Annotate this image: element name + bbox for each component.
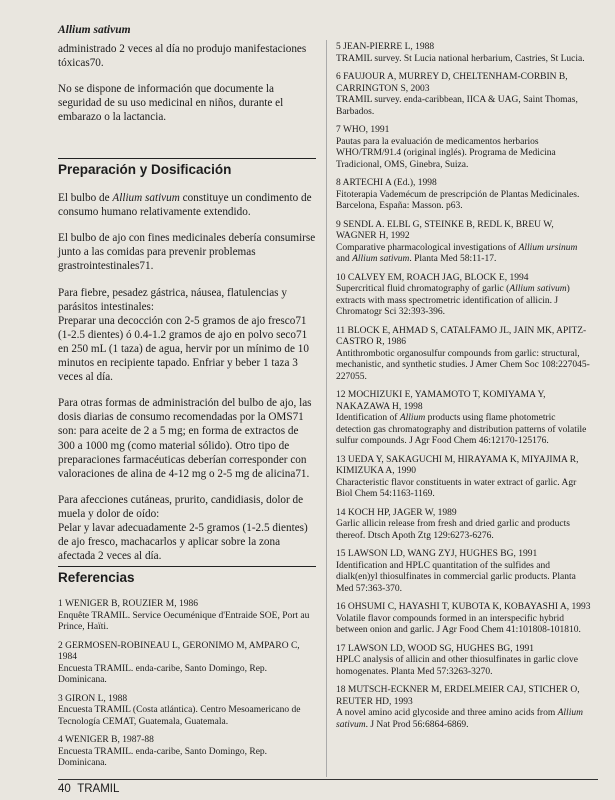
ref-species: Allium ursinum <box>518 242 578 253</box>
reference-item <box>58 599 316 634</box>
reference-item <box>336 644 591 679</box>
reference-body: Fitoterapia Vademécum de prescripción de Plantas Medicinales. Barcelona, España: Masson. p63. <box>336 189 580 211</box>
reference-item <box>336 602 591 637</box>
right-column <box>336 42 591 738</box>
reference-head: 11 BLOCK E, AHMAD S, CATALFAMO JL, JAIN MK, APITZ-CASTRO R, 1986 <box>336 325 587 347</box>
reference-head: 13 UEDA Y, SAKAGUCHI M, HIRAYAMA K, MIYAJIMA R, KIMIZUKA A, 1990 <box>336 454 579 476</box>
reference-head: 1 WENIGER B, ROUZIER M, 1986 <box>58 599 198 610</box>
reference-item <box>336 508 591 543</box>
dos-paragraph-1 <box>58 191 316 219</box>
section-dosificacion <box>58 158 316 575</box>
running-header: Allium sativum <box>58 24 131 36</box>
ref-text: ) extracts with mass spectrometric identification of allicin. J Chromatogr Sci 32:393-396. <box>336 284 570 317</box>
reference-item <box>58 641 316 687</box>
page-number-value: 40 <box>58 783 71 795</box>
intro-paragraph-2: No se dispone de información que documente la seguridad de su uso medicinal en niños, durante el embarazo o la lactancia. <box>58 83 284 124</box>
reference-body: Volatile flavor compounds formed in an interspecific hybrid between onion and garlic. J Agr Food Chem 41:101808-101810. <box>336 613 581 635</box>
ref-text: . J Nat Prod 56:6864-6869. <box>365 719 469 730</box>
reference-body <box>336 413 591 448</box>
ref-text: products using flame photometric detection gas chromatography and distribution patterns of volatile sulfur compounds. J Agr Food Chem 46:12170-125176. <box>336 413 587 446</box>
dos-paragraph-3-body: Preparar una decocción con 2-5 gramos de ajo fresco71 (1-2.5 dientes) ó 0.4-1.2 gramos de ajo en polvo seco71 en 250 mL (1 taza) de agua, hervir por un mínimo de 10 minutos en recipiente tapado. Enfriar y beber 1 taza 3 veces al día. <box>58 314 309 384</box>
reference-head: 16 OHSUMI C, HAYASHI T, KUBOTA K, KOBAYASHI A, 1993 <box>336 602 591 612</box>
reference-head: 6 FAUJOUR A, MURREY D, CHELTENHAM-CORBIN B, CARRINGTON S, 2003 <box>336 72 568 94</box>
reference-body: Characteristic flavor constituents in water extract of garlic. Agr Biol Chem 54:1163-1169. <box>336 477 577 499</box>
reference-head: 10 CALVEY EM, ROACH JAG, BLOCK E, 1994 <box>336 272 529 283</box>
reference-head: 3 GIRON L, 1988 <box>58 693 128 704</box>
dos-p1-a: El bulbo de <box>58 192 113 205</box>
reference-body: Antithrombotic organosulfur compounds from garlic: structural, mechanistic, and synthetic studies. J Amer Chem Soc 108:227045-227055. <box>336 348 590 382</box>
reference-head: 17 LAWSON LD, WOOD SG, HUGHES BG, 1991 <box>336 643 535 654</box>
reference-body <box>336 284 591 319</box>
ref-text: Identification of <box>336 413 400 423</box>
reference-body: Encuesta TRAMIL (Costa atlántica). Centro Mesoamericano de Tecnología CEMAT, Guatemala, Guatemala. <box>58 705 301 727</box>
section-referencias <box>58 566 316 777</box>
reference-item <box>336 42 591 65</box>
reference-head: 12 MOCHIZUKI E, YAMAMOTO T, KOMIYAMA Y, NAKAZAWA H, 1998 <box>336 390 546 412</box>
ref-text: Comparative pharmacological investigations of <box>336 242 519 253</box>
ref-species: Allium <box>399 413 426 423</box>
reference-body: Enquête TRAMIL. Service Oecuménique d'Entraide SOE, Port au Prince, Haïti. <box>58 610 310 633</box>
ref-text: . Planta Med 58:11-17. <box>409 254 497 264</box>
dos-p1-species: Allium sativum <box>112 192 180 205</box>
reference-item <box>58 694 316 729</box>
reference-item <box>336 220 591 266</box>
footer-label: TRAMIL <box>77 783 120 795</box>
reference-item <box>58 735 316 770</box>
reference-item <box>336 549 591 595</box>
reference-item <box>336 72 591 118</box>
reference-item <box>336 685 591 731</box>
ref-text: and <box>336 254 353 264</box>
reference-body: TRAMIL survey. St Lucia national herbarium, Castries, St Lucia. <box>336 53 585 64</box>
reference-head: 14 KOCH HP, JAGER W, 1989 <box>336 507 457 518</box>
dos-paragraph-3-title: Para fiebre, pesadez gástrica, náusea, flatulencias y parásitos intestinales: <box>58 286 287 313</box>
reference-body: Garlic allicin release from fresh and dried garlic and products thereof. Dtsch Apoth Ztg 129:6273-6276. <box>336 519 570 541</box>
reference-body: Identification and HPLC quantitation of the sulfides and dialk(en)yl thiosulfinates in commercial garlic products. Planta Med 57:363-370. <box>336 560 576 594</box>
footer-rule <box>58 779 598 780</box>
reference-body <box>336 243 591 266</box>
reference-item <box>336 455 591 501</box>
reference-head: 4 WENIGER B, 1987-88 <box>58 735 154 746</box>
reference-head: 8 ARTECHI A (Ed.), 1998 <box>336 178 437 188</box>
reference-body: Encuesta TRAMIL. enda-caribe, Santo Domingo, Rep. Dominicana. <box>58 746 268 769</box>
reference-head: 7 WHO, 1991 <box>336 125 390 135</box>
reference-item <box>336 178 591 213</box>
reference-body <box>336 708 591 731</box>
intro-paragraph-1: administrado 2 veces al día no produjo manifestaciones tóxicas70. <box>58 43 307 70</box>
ref-text: A novel amino acid glycoside and three amino acids from <box>336 708 558 718</box>
page-number <box>58 783 119 795</box>
reference-body: Encuesta TRAMIL. enda-caribe, Santo Domingo, Rep. Dominicana. <box>58 663 268 686</box>
reference-head: 2 GERMOSEN-ROBINEAU L, GERONIMO M, AMPARO C, 1984 <box>58 640 300 663</box>
ref-text: Supercritical fluid chromatography of garlic ( <box>336 284 510 294</box>
reference-item <box>336 273 591 319</box>
section-heading-referencias: Referencias <box>58 566 316 585</box>
reference-body: Pautas para la evaluación de medicamentos herbarios WHO/TRM/91.4 (original inglés). Programa de Medicina Tradicional, OMS, Ginebra, Suiza. <box>336 136 556 170</box>
dos-paragraph-2: El bulbo de ajo con fines medicinales debería consumirse junto a las comidas para prevenir problemas grastrointestinales71. <box>58 232 316 273</box>
reference-item <box>336 390 591 448</box>
reference-head: 9 SENDL A. ELBL G, STEINKE B, REDL K, BREU W, WAGNER H, 1992 <box>336 219 554 241</box>
dos-paragraph-5-title: Para afecciones cutáneas, prurito, candidiasis, dolor de muela y dolor de oído: <box>58 493 304 520</box>
ref-species: Allium sativum <box>352 254 410 264</box>
ref-species: Allium sativum <box>509 284 567 294</box>
reference-head: 18 MUTSCH-ECKNER M, ERDELMEIER CAJ, STICHER O, REUTER HD, 1993 <box>336 685 580 707</box>
dos-paragraph-5-body: Pelar y lavar adecuadamente 2-5 gramos (1-2.5 dientes) de ajo fresco, machacarlos y aplicar sobre la zona afectada 2 veces al día. <box>58 521 308 563</box>
reference-body: TRAMIL survey. enda-caribbean, IICA & UAG, Saint Thomas, Barbados. <box>336 95 578 117</box>
section-heading-dosificacion: Preparación y Dosificación <box>58 158 316 177</box>
reference-item <box>336 125 591 171</box>
reference-body: HPLC analysis of allicin and other thiosulfinates in garlic clove homogenates. Planta Med 57:3263-3270. <box>336 655 578 677</box>
reference-head: 15 LAWSON LD, WANG ZYJ, HUGHES BG, 1991 <box>336 549 538 559</box>
page-footer <box>0 779 615 800</box>
dos-p1-b: constituye un condimento de consumo humano relativamente extendido. <box>58 192 312 219</box>
reference-item <box>336 326 591 384</box>
dos-paragraph-4: Para otras formas de administración del bulbo de ajo, las dosis diarias de consumo recomendadas por la OMS71 son: para aceite de 2 a 5 mg; en forma de extractos de 300 a 1000 mg (como material sólido). Otro tipo de preparaciones farmacéuticas deberían corresponder con valoraciones de alina de 4-12 mg o 2-5 mg de alicina71. <box>58 397 312 480</box>
reference-head: 5 JEAN-PIERRE L, 1988 <box>336 42 435 52</box>
left-column <box>58 42 316 136</box>
ref-species: Allium sativum <box>336 708 583 730</box>
column-divider <box>326 40 327 777</box>
